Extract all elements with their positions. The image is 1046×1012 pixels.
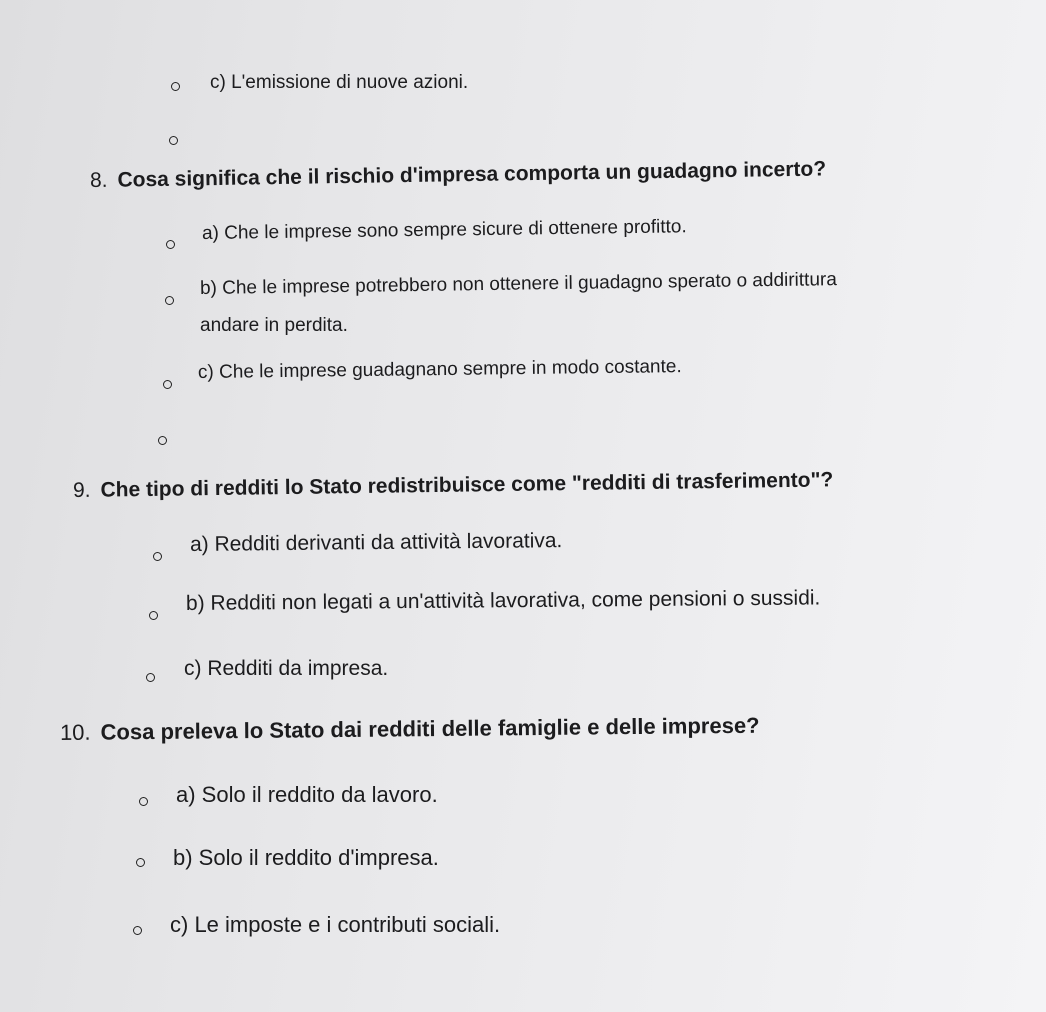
radio-bullet-q10-c[interactable]: [133, 926, 142, 935]
option-q10-c: c) Le imposte e i contributi sociali.: [170, 912, 501, 937]
question-8: [90, 156, 826, 194]
option-q9-b: b) Redditi non legati a un'attività lavorativa, come pensioni o sussidi.: [185, 586, 821, 615]
question-8-text: Cosa significa che il rischio d'impresa comporta un guadagno incerto?: [117, 157, 827, 192]
radio-bullet-q8-a[interactable]: [166, 240, 175, 249]
option-q10-a: a) Solo il reddito da lavoro.: [176, 782, 438, 807]
option-q9-c: c) Redditi da impresa.: [184, 657, 389, 680]
option-q7-c: c) L'emissione di nuove azioni.: [210, 72, 469, 93]
radio-bullet-q10-a[interactable]: [139, 797, 148, 806]
radio-bullet-q9-b[interactable]: [149, 611, 158, 620]
option-q8-b: b) Che le imprese potrebbero non ottenere il guadagno sperato o addirittura: [199, 269, 837, 299]
option-q8-b-continuation: andare in perdita.: [200, 315, 348, 336]
radio-bullet-q8-empty[interactable]: [158, 436, 167, 445]
radio-bullet-q7-c[interactable]: [171, 82, 180, 91]
question-10: [60, 713, 760, 746]
radio-bullet-q9-a[interactable]: [153, 552, 162, 561]
radio-bullet-q8-c[interactable]: [163, 380, 172, 389]
question-8-number: 8.: [89, 168, 108, 192]
radio-bullet-q9-c[interactable]: [146, 673, 155, 682]
question-9-number: 9.: [72, 478, 91, 502]
radio-bullet-q10-b[interactable]: [136, 858, 145, 867]
option-q8-c: c) Che le imprese guadagnano sempre in modo costante.: [197, 356, 682, 383]
option-q8-a: a) Che le imprese sono sempre sicure di ottenere profitto.: [201, 216, 687, 244]
radio-bullet-q7-empty[interactable]: [169, 136, 178, 145]
option-q10-b: b) Solo il reddito d'impresa.: [173, 845, 439, 870]
question-10-text: Cosa preleva lo Stato dai redditi delle famiglie e delle imprese?: [100, 712, 760, 745]
option-q9-a: a) Redditi derivanti da attività lavorativa.: [189, 529, 563, 556]
question-9: [73, 467, 834, 504]
question-10-number: 10.: [59, 719, 91, 745]
radio-bullet-q8-b[interactable]: [165, 296, 174, 305]
question-9-text: Che tipo di redditi lo Stato redistribuisce come "redditi di trasferimento"?: [100, 468, 834, 502]
